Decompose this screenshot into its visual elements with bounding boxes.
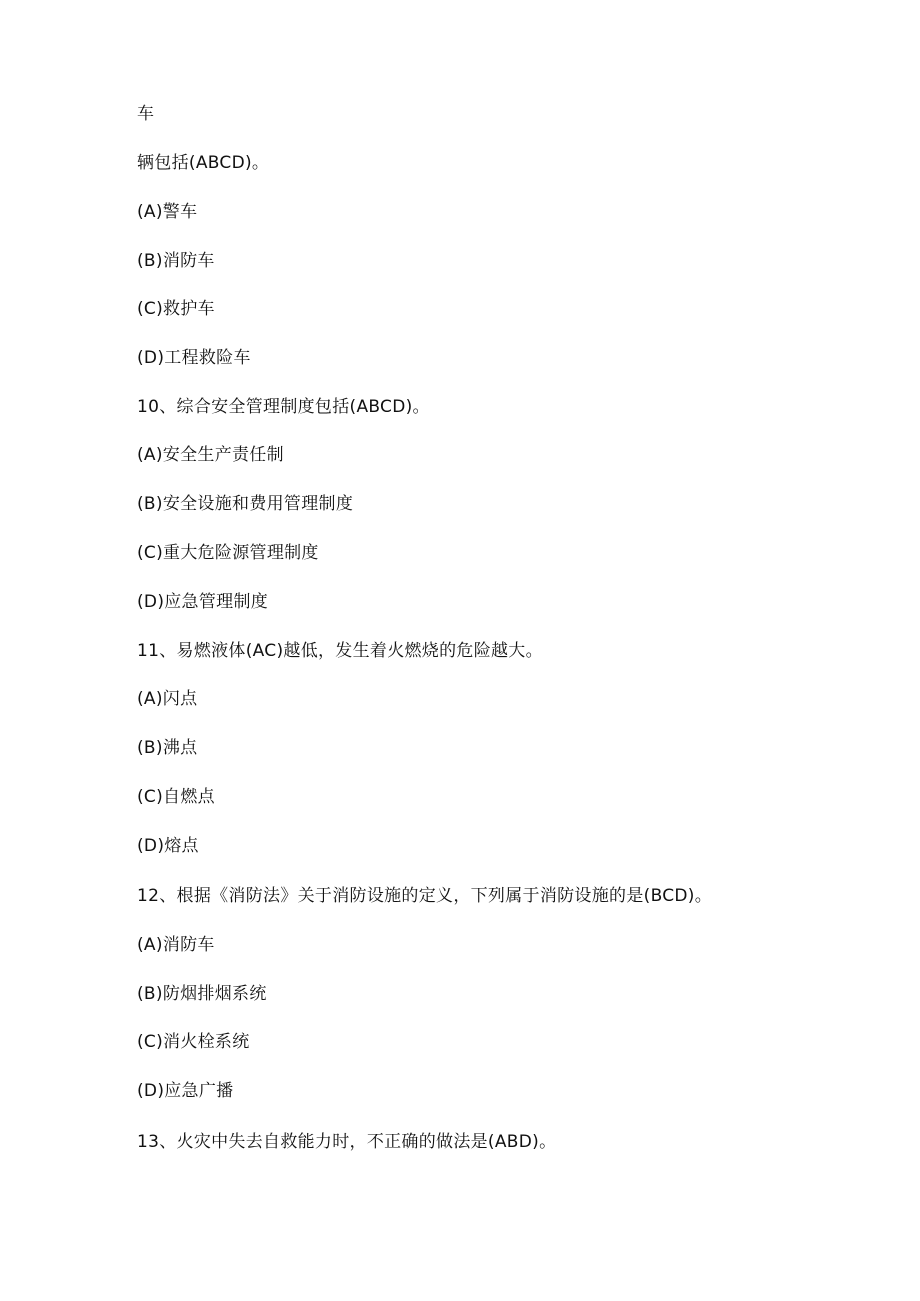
q11-option-a: (A)闪点 — [137, 689, 198, 709]
q10-option-d: (D)应急管理制度 — [137, 592, 269, 612]
q9-option-d: (D)工程救险车 — [137, 348, 251, 368]
question-13: 13、火灾中失去自救能力时，不正确的做法是(ABD)。 — [137, 1132, 557, 1152]
q10-option-b: (B)安全设施和费用管理制度 — [137, 494, 354, 514]
q12-option-d: (D)应急广播 — [137, 1081, 234, 1101]
question-12: 12、根据《消防法》关于消防设施的定义，下列属于消防设施的是(BCD)。 — [137, 886, 713, 906]
q10-option-c: (C)重大危险源管理制度 — [137, 543, 319, 563]
question-9-stem: 辆包括(ABCD)。 — [137, 153, 270, 173]
q12-option-a: (A)消防车 — [137, 935, 215, 955]
q12-option-c: (C)消火栓系统 — [137, 1032, 250, 1052]
q9-option-b: (B)消防车 — [137, 251, 215, 271]
q11-option-d: (D)熔点 — [137, 836, 199, 856]
question-10: 10、综合安全管理制度包括(ABCD)。 — [137, 397, 430, 417]
q11-option-b: (B)沸点 — [137, 738, 198, 758]
q10-option-a: (A)安全生产责任制 — [137, 445, 284, 465]
q11-option-c: (C)自燃点 — [137, 787, 215, 807]
text-line-fragment: 车 — [137, 104, 155, 124]
q12-option-b: (B)防烟排烟系统 — [137, 984, 267, 1004]
question-11: 11、易燃液体(AC)越低，发生着火燃烧的危险越大。 — [137, 641, 543, 661]
q9-option-a: (A)警车 — [137, 202, 198, 222]
q9-option-c: (C)救护车 — [137, 299, 215, 319]
